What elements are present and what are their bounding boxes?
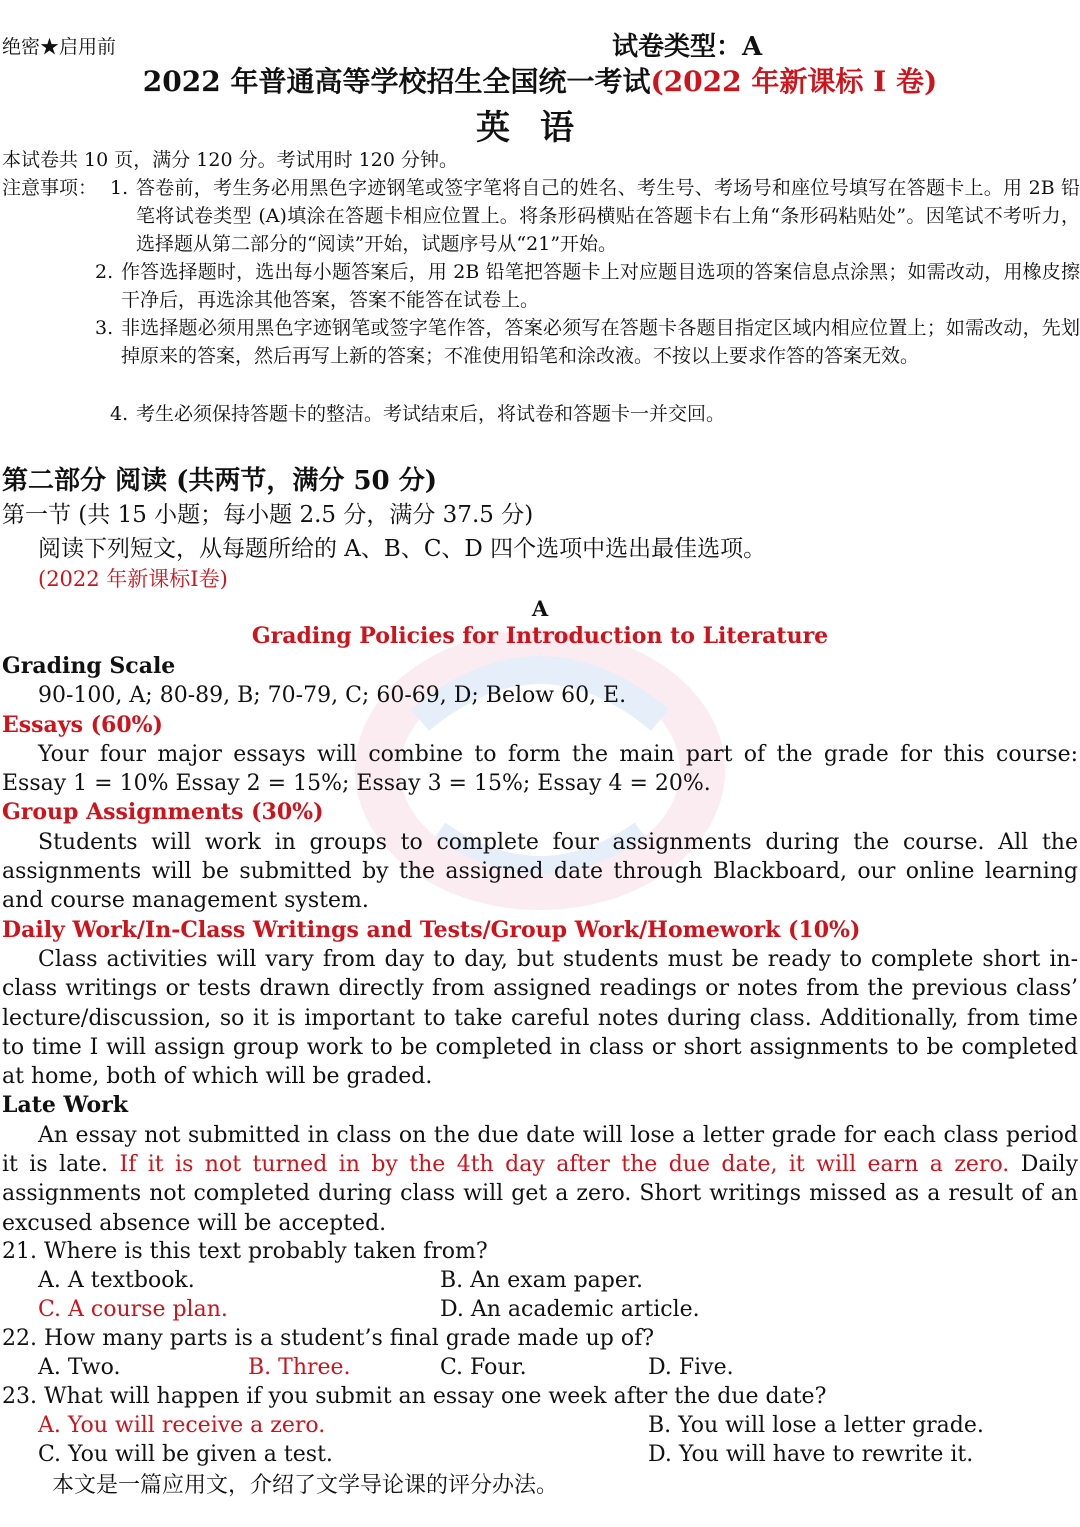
question-option: A. A textbook.: [38, 1268, 195, 1293]
note-text: 非选择题必须用黑色字迹钢笔或签字笔作答，答案必须写在答题卡各题目指定区域内相应位置上；如需改动，先划掉原来的答案，然后再写上新的答案；不准使用铅笔和涂改液。不按以上要求作答的答案无效。: [121, 317, 1080, 367]
passage-body: [2, 652, 1078, 1238]
notes-label: 注意事项：: [2, 177, 98, 199]
question-stem: 21. Where is this text probably taken from?: [2, 1239, 488, 1264]
question-option-answer: A. You will receive a zero.: [38, 1413, 326, 1438]
passage-title: Grading Policies for Introduction to Literature: [251, 623, 829, 649]
question-option: D. Five.: [648, 1355, 734, 1380]
note-text: 作答选择题时，选出每小题答案后，用 2B 铅笔把答题卡上对应题目选项的答案信息点涂黑；如需改动，用橡皮擦干净后，再选涂其他答案，答案不能答在试卷上。: [121, 261, 1080, 311]
essays-heading: Essays (60%): [2, 711, 163, 738]
daily-work-heading: Daily Work/In-Class Writings and Tests/Group Work/Homework (10%): [2, 916, 861, 943]
question-option: A. Two.: [38, 1355, 121, 1380]
section-heading: 第一节 (共 15 小题；每小题 2.5 分，满分 37.5 分): [2, 502, 534, 528]
note-text: 考生必须保持答题卡的整洁。考试结束后，将试卷和答题卡一并交回。: [136, 403, 726, 425]
note-number: 2.: [95, 261, 114, 283]
question-option: D. You will have to rewrite it.: [648, 1442, 974, 1467]
essays-text: Your four major essays will combine to form the main part of the grade for this course: Essay 1 = 10% Essay 2 = 15%; Essay 3 = 15%; Essay 4 = 20%.: [2, 741, 1078, 797]
note-text: 答卷前，考生务必用黑色字迹钢笔或签字笔将自己的姓名、考生号、考场号和座位号填写在答题卡上。用 2B 铅笔将试卷类型 (A)填涂在答题卡相应位置上。将条形码横贴在答题卡右上角“条形码粘贴处”。因笔试不考听力，选择题从第二部分的“阅读”开始，试题序号从“21”开始。: [136, 177, 1080, 255]
part-heading: 第二部分 阅读 (共两节，满分 50 分): [2, 466, 437, 496]
question-option: C. You will be given a test.: [38, 1442, 333, 1467]
note-number: 4.: [110, 403, 129, 425]
late-work-text-1: An essay not submitted in class on the due date will lose a letter grade for each class period it is late.: [2, 1122, 1078, 1178]
grading-scale-text: 90-100, A; 80-89, B; 70-79, C; 60-69, D; Below 60, E.: [38, 683, 627, 709]
paper-source: (2022 年新课标I卷): [38, 567, 228, 591]
late-work-text-2: Daily assignments not completed during class will get a zero. Short writings missed as a result of an excused absence will be accepted.: [2, 1152, 1079, 1236]
question-option: B. You will lose a letter grade.: [648, 1413, 984, 1438]
subject-title: 英语: [476, 108, 604, 148]
late-work-zero-rule: If it is not turned in by the 4th day after the due date, it will earn a zero.: [119, 1152, 1010, 1178]
confidential-label: 绝密★启用前: [2, 36, 117, 58]
note-item: [110, 174, 1080, 258]
note-number: 3.: [95, 317, 114, 339]
grading-scale-heading: Grading Scale: [2, 653, 176, 679]
paper-type: 试卷类型：A: [612, 32, 763, 62]
group-assignments-text: Students will work in groups to complete four assignments during the course. All the assignments will be submitted by the assigned date through Blackboard, our online learning and course management system.: [2, 829, 1078, 914]
daily-work-text: Class activities will vary from day to day, but students must be ready to complete short in-class writings or tests drawn directly from assigned readings or notes from the previous class’ lecture/discussion, so it is important to take careful notes during class. Additionally, from time to time I will assign group work to be completed in class or short assignments to be completed at home, both of which will be graded.: [2, 946, 1078, 1090]
passage-summary: 本文是一篇应用文，介绍了文学导论课的评分办法。: [52, 1473, 559, 1498]
directions: 阅读下列短文，从每题所给的 A、B、C、D 四个选项中选出最佳选项。: [38, 536, 767, 562]
question-option: B. An exam paper.: [440, 1268, 643, 1293]
question-stem: 22. How many parts is a student’s final grade made up of?: [2, 1326, 655, 1351]
late-work-heading: Late Work: [2, 1092, 128, 1119]
question-option-answer: C. A course plan.: [38, 1297, 228, 1322]
question-option: D. An academic article.: [440, 1297, 700, 1322]
exam-intro: 本试卷共 10 页，满分 120 分。考试用时 120 分钟。: [2, 149, 458, 171]
question-stem: 23. What will happen if you submit an essay one week after the due date?: [2, 1384, 827, 1409]
exam-title-main: 2022 年普通高等学校招生全国统一考试: [142, 65, 651, 98]
note-item: [95, 314, 1080, 370]
note-number: 1.: [110, 177, 129, 199]
late-work-text: [2, 1121, 1078, 1238]
question-option-answer: B. Three.: [248, 1355, 351, 1380]
question-option: C. Four.: [440, 1355, 527, 1380]
exam-title-version: (2022 年新课标 I 卷): [650, 65, 938, 98]
note-item: [110, 400, 1080, 428]
note-item: [95, 258, 1080, 314]
passage-letter: A: [531, 596, 549, 621]
group-assignments-heading: Group Assignments (30%): [2, 799, 324, 826]
exam-title: [0, 60, 1080, 100]
